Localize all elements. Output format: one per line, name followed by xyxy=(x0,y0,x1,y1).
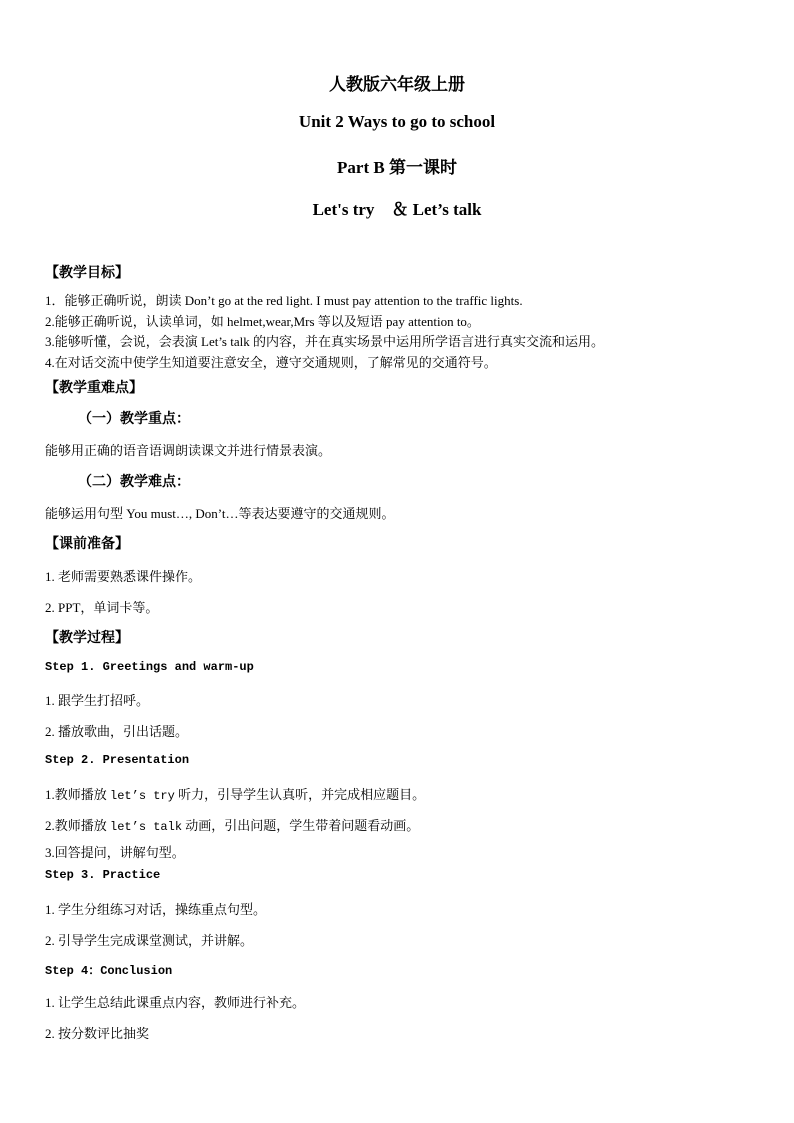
preparation-heading: 【课前准备】 xyxy=(45,537,129,552)
difficult-point-label: （二）教学难点： xyxy=(78,475,190,490)
step2-item-3: 3.回答提问，讲解句型。 xyxy=(45,845,185,860)
key-points-heading: 【教学重难点】 xyxy=(45,381,143,396)
objective-item: 2.能够正确听说，认读单词，如 helmet,wear,Mrs 等以及短语 pay attention to。 xyxy=(45,314,480,329)
step4-item: 2. 按分数评比抽奖 xyxy=(45,1026,150,1041)
step2-item-1-pre: 1.教师播放 xyxy=(45,787,111,802)
step3-item: 1. 学生分组练习对话，操练重点句型。 xyxy=(45,902,267,917)
key-point-text: 能够用正确的语音语调朗读课文并进行情景表演。 xyxy=(45,443,332,458)
step1-item: 2. 播放歌曲，引出话题。 xyxy=(45,724,189,739)
step2-title: Step 2. Presentation xyxy=(45,753,190,767)
step2-item-2-code: let’s talk xyxy=(110,820,183,834)
objective-item: 1．能够正确听说，朗读 Don’t go at the red light. I must pay attention to the traffic lights. xyxy=(45,293,523,308)
step2-item-1 xyxy=(45,784,425,803)
step2-item-2 xyxy=(45,815,419,834)
step3-item: 2. 引导学生完成课堂测试，并讲解。 xyxy=(45,933,254,948)
step4-item: 1. 让学生总结此课重点内容，教师进行补充。 xyxy=(45,995,306,1010)
unit-title: Unit 2 Ways to go to school xyxy=(298,112,496,131)
step2-item-1-code: let’s try xyxy=(110,789,175,803)
part-title: Part B 第一课时 xyxy=(337,158,457,177)
step1-title: Step 1. Greetings and warm-up xyxy=(45,660,254,674)
objectives-heading: 【教学目标】 xyxy=(45,266,129,281)
step2-item-1-post: 听力，引导学生认真听，并完成相应题目。 xyxy=(174,787,426,802)
lesson-title: Let's try ＆ Let’s talk xyxy=(312,200,482,219)
difficult-point-text: 能够运用句型 You must…, Don’t…等表达要遵守的交通规则。 xyxy=(45,506,395,521)
objective-item: 4.在对话交流中使学生知道要注意安全，遵守交通规则，了解常见的交通符号。 xyxy=(45,355,497,370)
preparation-item: 2. PPT，单词卡等。 xyxy=(45,600,159,615)
document-title: 人教版六年级上册 xyxy=(329,75,465,94)
key-point-label: （一）教学重点： xyxy=(78,412,190,427)
step4-title: Step 4：Conclusion xyxy=(45,964,173,978)
step2-item-2-post: 动画，引出问题，学生带着问题看动画。 xyxy=(182,818,420,833)
preparation-item: 1. 老师需要熟悉课件操作。 xyxy=(45,569,202,584)
objective-item: 3.能够听懂，会说，会表演 Let’s talk 的内容，并在真实场景中运用所学语言进行真实交流和运用。 xyxy=(45,334,604,349)
process-heading: 【教学过程】 xyxy=(45,631,129,646)
step3-title: Step 3. Practice xyxy=(45,868,161,882)
step2-item-2-pre: 2.教师播放 xyxy=(45,818,111,833)
step1-item: 1. 跟学生打招呼。 xyxy=(45,693,150,708)
